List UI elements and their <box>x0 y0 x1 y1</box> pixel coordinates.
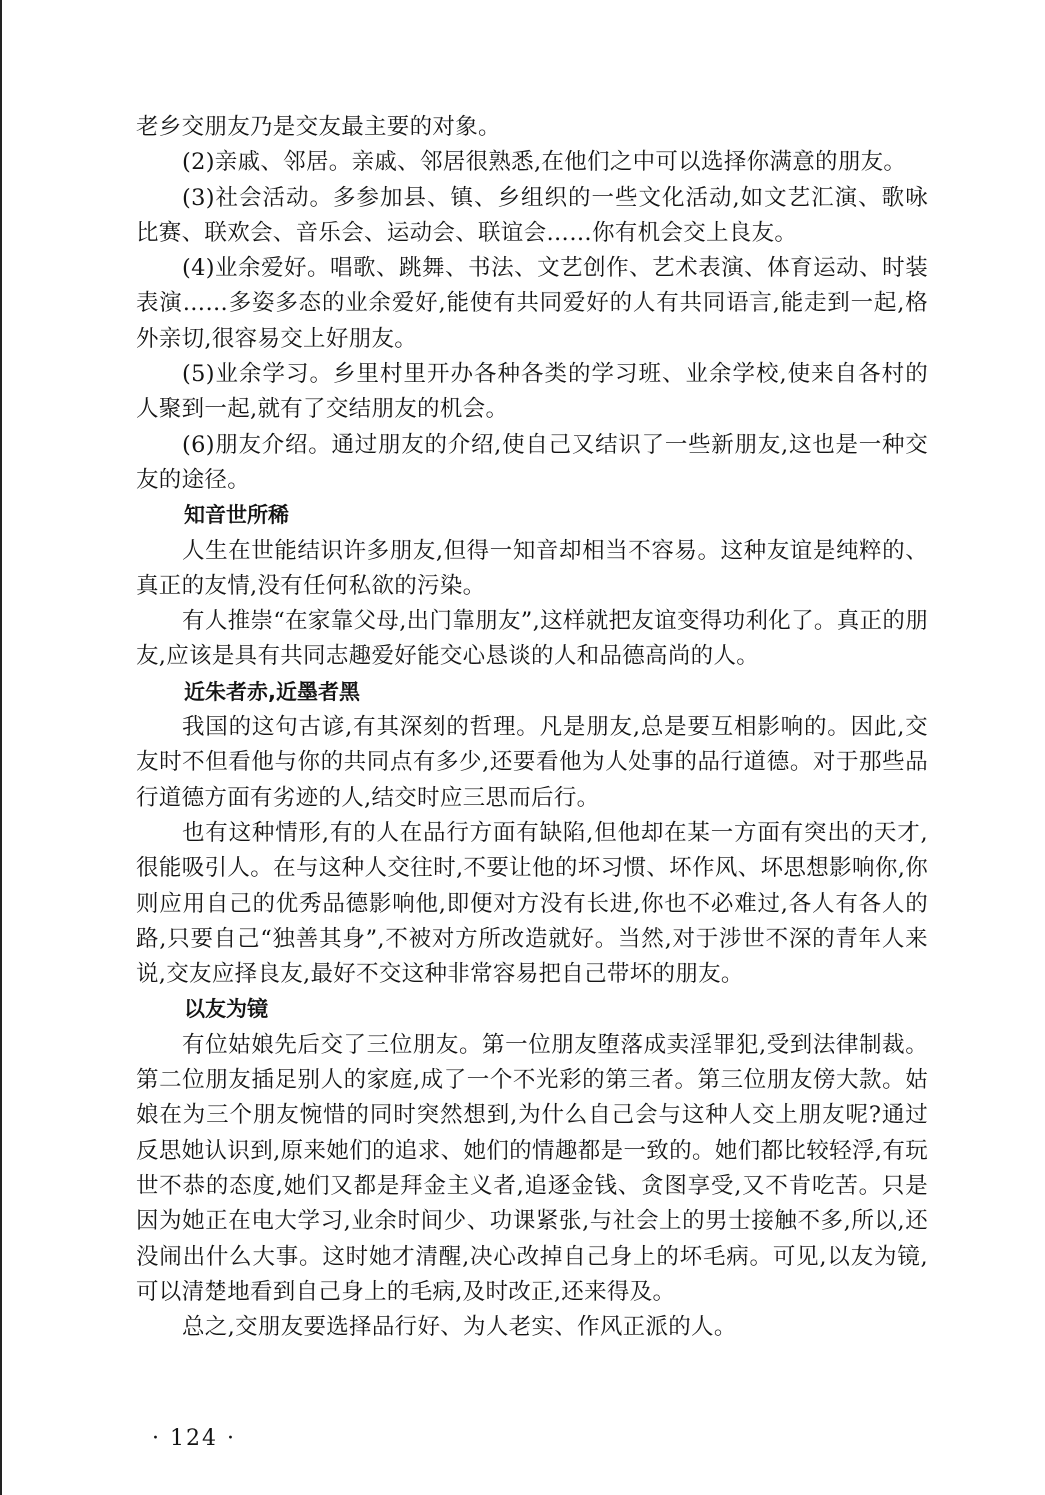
paragraph: 有位姑娘先后交了三位朋友。第一位朋友堕落成卖淫罪犯,受到法律制裁。第二位朋友插足别人的家庭,成了一个不光彩的第三者。第三位朋友傍大款。姑娘在为三个朋友惋惜的同时突然想到,为什么自己会与这种人交上朋友呢?通过反思她认识到,原来她们的追求、她们的情趣都是一致的。她们都比较轻浮,有玩世不恭的态度,她们又都是拜金主义者,追逐金钱、贪图享受,又不肯吃苦。只是因为她正在电大学习,业余时间少、功课紧张,与社会上的男士接触不多,所以,还没闹出什么大事。这时她才清醒,决心改掉自己身上的坏毛病。可见,以友为镜,可以清楚地看到自己身上的毛病,及时改正,还来得及。 <box>136 1031 928 1305</box>
paragraph: 有人推崇“在家靠父母,出门靠朋友”,这样就把友谊变得功利化了。真正的朋友,应该是具有共同志趣爱好能交心恳谈的人和品德高尚的人。 <box>136 608 928 670</box>
paragraph: (4)业余爱好。唱歌、跳舞、书法、文艺创作、艺术表演、体育运动、时装表演……多姿多态的业余爱好,能使有共同爱好的人有共同语言,能走到一起,格外亲切,很容易交上好朋友。 <box>136 255 928 352</box>
section-heading: 知音世所稀 <box>184 503 289 528</box>
paragraph: (2)亲戚、邻居。亲戚、邻居很熟悉,在他们之中可以选择你满意的朋友。 <box>182 149 907 176</box>
paragraph: (5)业余学习。乡里村里开办各种各类的学习班、业余学校,使来自各村的人聚到一起,就有了交结朋友的机会。 <box>136 361 928 423</box>
paragraph: (3)社会活动。多参加县、镇、乡组织的一些文化活动,如文艺汇演、歌咏比赛、联欢会、音乐会、运动会、联谊会……你有机会交上良友。 <box>136 184 928 246</box>
page-body <box>136 110 928 1345</box>
paragraph: 总之,交朋友要选择品行好、为人老实、作风正派的人。 <box>182 1314 737 1341</box>
section-heading: 近朱者赤,近墨者黑 <box>184 679 360 704</box>
paragraph: 老乡交朋友乃是交友最主要的对象。 <box>136 114 501 140</box>
paragraph: 我国的这句古谚,有其深刻的哲理。凡是朋友,总是要互相影响的。因此,交友时不但看他与你的共同点有多少,还要看他为人处事的品行道德。对于那些品行道德方面有劣迹的人,结交时应三思而后行。 <box>136 714 928 811</box>
paragraph: 也有这种情形,有的人在品行方面有缺陷,但他却在某一方面有突出的天才,很能吸引人。在与这种人交往时,不要让他的坏习惯、坏作风、坏思想影响你,你则应用自己的优秀品德影响他,即便对方没有长进,你也不必难过,各人有各人的路,只要自己“独善其身”,不被对方所改造就好。当然,对于涉世不深的青年人来说,交友应择良友,最好不交这种非常容易把自己带坏的朋友。 <box>136 819 928 988</box>
paragraph: 人生在世能结识许多朋友,但得一知音却相当不容易。这种友谊是纯粹的、真正的友情,没有任何私欲的污染。 <box>136 537 928 599</box>
section-heading: 以友为镜 <box>184 997 268 1022</box>
page-number: · 124 · <box>152 1426 236 1451</box>
paragraph: (6)朋友介绍。通过朋友的介绍,使自己又结识了一些新朋友,这也是一种交友的途径。 <box>136 431 928 493</box>
